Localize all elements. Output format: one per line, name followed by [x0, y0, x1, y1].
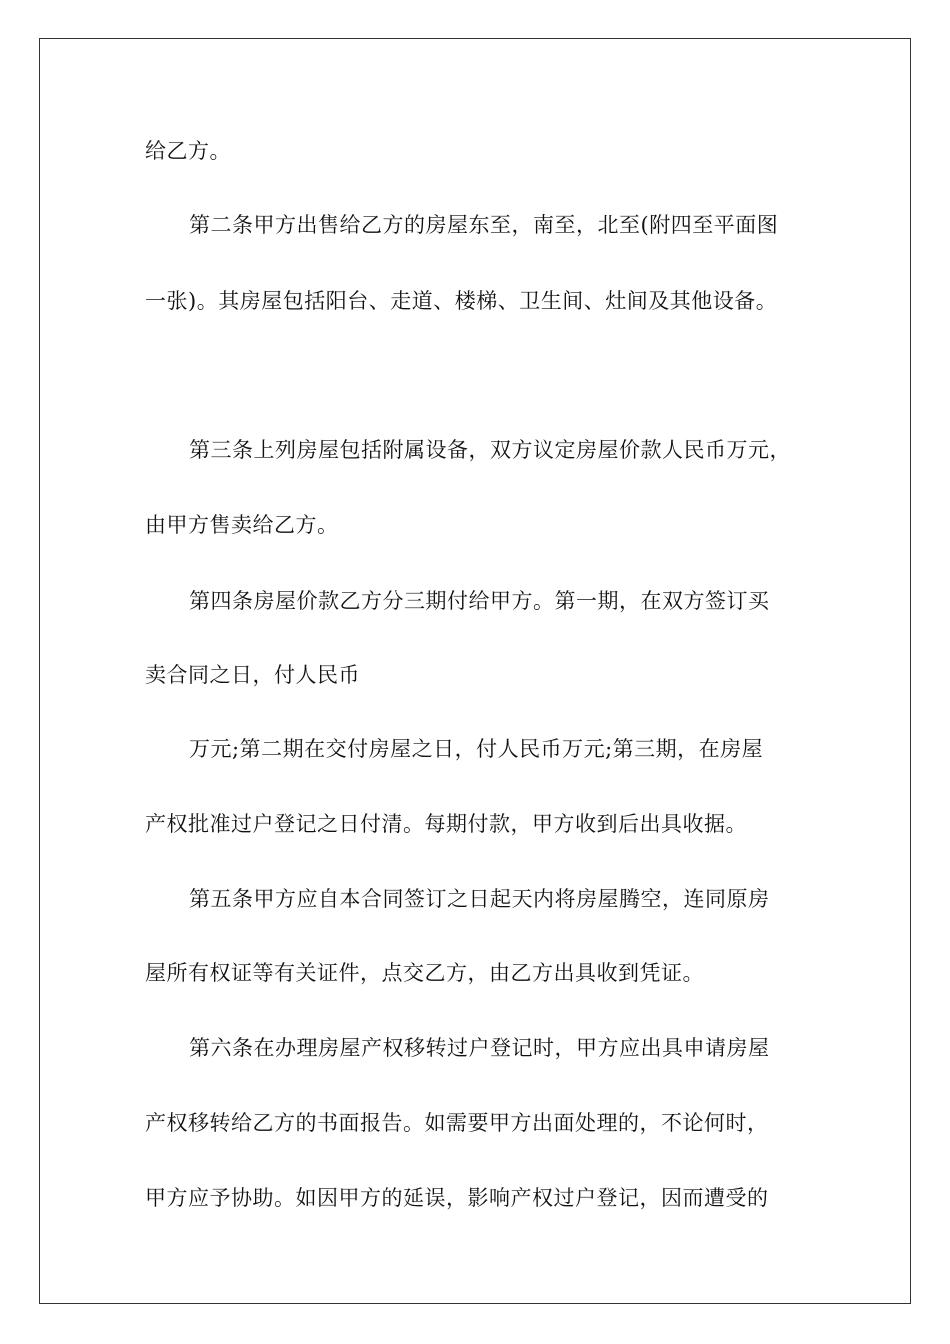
clause-6-line-1: 第六条在办理房屋产权移转过户登记时，甲方应出具申请房屋 — [189, 1036, 770, 1060]
clause-5-line-2: 屋所有权证等有关证件，点交乙方，由乙方出具收到凭证。 — [145, 961, 704, 985]
clause-6-line-2: 产权移转给乙方的书面报告。如需要甲方出面处理的，不论何时， — [145, 1111, 769, 1135]
clause-4-line-3: 万元;第二期在交付房屋之日，付人民币万元;第三期，在房屋 — [189, 737, 764, 761]
clause-4-line-2: 卖合同之日，付人民币 — [145, 663, 360, 687]
clause-5-line-1: 第五条甲方应自本合同签订之日起天内将房屋腾空，连同原房 — [189, 887, 770, 911]
clause-2-line-1: 第二条甲方出售给乙方的房屋东至，南至，北至(附四至平面图 — [189, 213, 779, 237]
clause-6-line-3: 甲方应予协助。如因甲方的延误，影响产权过户登记，因而遭受的 — [145, 1186, 769, 1210]
text-line: 给乙方。 — [145, 139, 231, 163]
clause-4-line-4: 产权批准过户登记之日付清。每期付款，甲方收到后出具收据。 — [145, 812, 747, 836]
clause-2-line-2: 一张)。其房屋包括阳台、走道、楼梯、卫生间、灶间及其他设备。 — [145, 289, 778, 313]
clause-3-line-1: 第三条上列房屋包括附属设备，双方议定房屋价款人民币万元， — [189, 438, 791, 462]
clause-4-line-1: 第四条房屋价款乙方分三期付给甲方。第一期，在双方签订买 — [189, 589, 770, 613]
clause-3-line-2: 由甲方售卖给乙方。 — [145, 513, 339, 537]
